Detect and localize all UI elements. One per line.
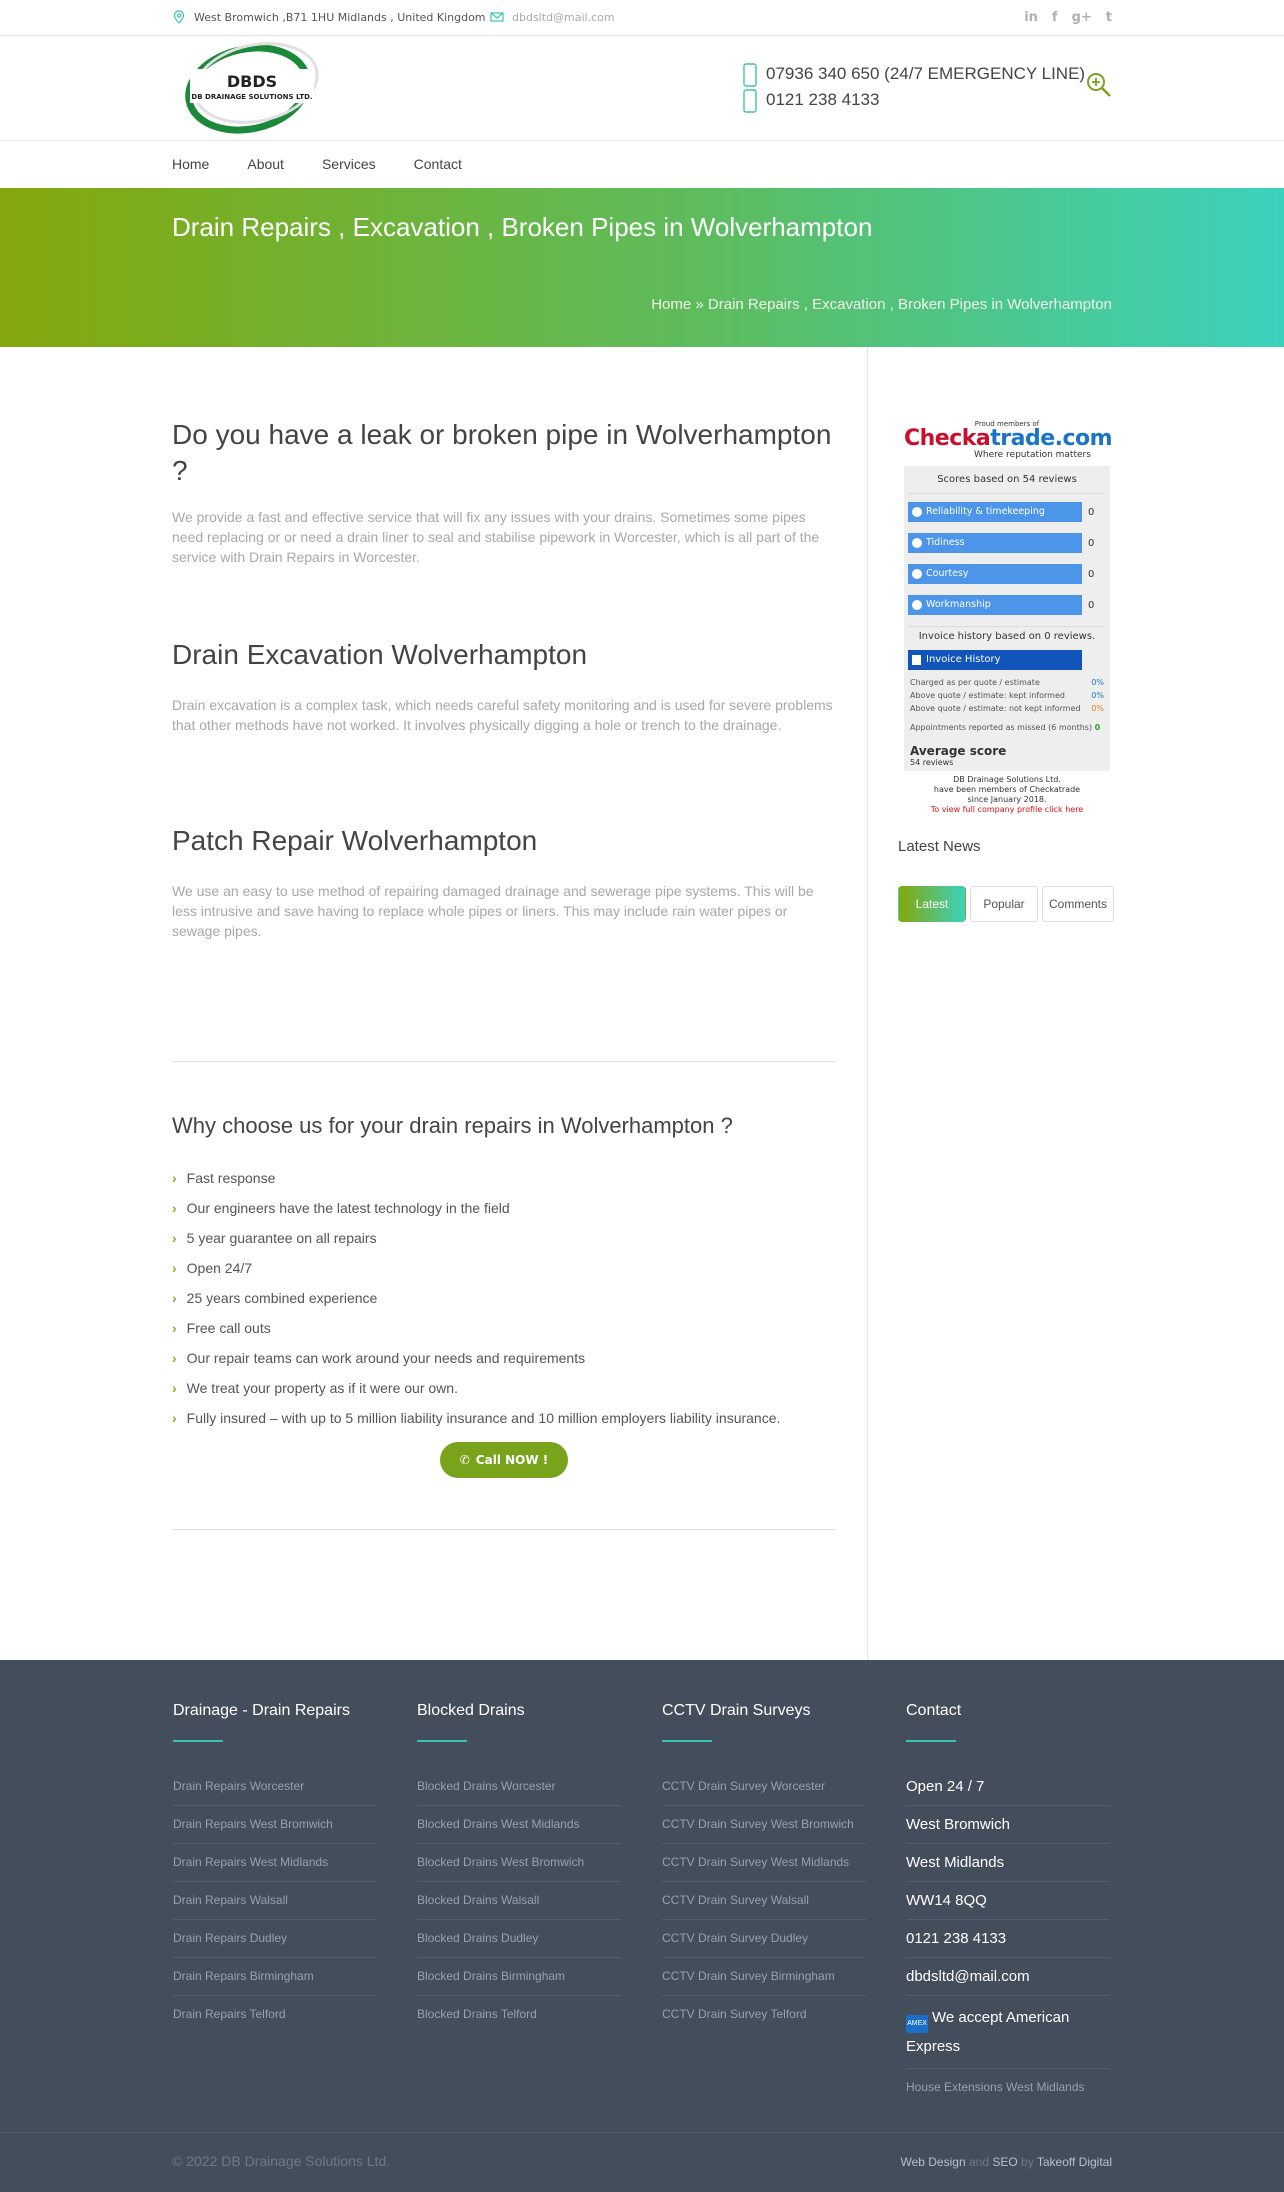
- stat-value: 0%: [1091, 691, 1104, 700]
- footer-link[interactable]: Blocked Drains West Midlands: [417, 1806, 621, 1844]
- top-bar: [0, 0, 1284, 36]
- facebook-icon[interactable]: f: [1051, 10, 1058, 25]
- footer-link[interactable]: Blocked Drains Walsall: [417, 1882, 621, 1920]
- footer-link[interactable]: Drain Repairs Walsall: [173, 1882, 377, 1920]
- footer-link[interactable]: Drain Repairs West Bromwich: [173, 1806, 377, 1844]
- email-text[interactable]: dbdsltd@mail.com: [512, 11, 615, 24]
- invoice-history-label: Invoice History: [926, 654, 1001, 665]
- score-row: [908, 564, 1106, 584]
- credits: [900, 2155, 1112, 2169]
- score-bar: [908, 564, 1082, 584]
- list-item: [172, 1283, 780, 1313]
- contact-postcode: WW14 8QQ: [906, 1882, 1110, 1920]
- list-item: [172, 1163, 780, 1193]
- footer-link[interactable]: Drain Repairs Dudley: [173, 1920, 377, 1958]
- stat-label: Charged as per quote / estimate: [910, 678, 1040, 687]
- contact-town: West Bromwich: [906, 1806, 1110, 1844]
- invoice-history-bar: [908, 650, 1082, 670]
- footer-link[interactable]: CCTV Drain Survey West Midlands: [662, 1844, 866, 1882]
- tools-icon: [912, 600, 922, 610]
- list-item-text: 5 year guarantee on all repairs: [186, 1230, 377, 1246]
- amex-card-icon: AMEX: [906, 2015, 928, 2033]
- footer-link[interactable]: CCTV Drain Survey Worcester: [662, 1768, 866, 1806]
- checkatrade-tagline: Where reputation matters: [974, 450, 1091, 460]
- list-item: [172, 1223, 780, 1253]
- section-text-patch: We use an easy to use method of repairing damaged drainage and sewerage pipe systems. This will be less intrusive and save having to replace whole pipes or liners. This may include rain water pipes or sewage pipes.: [172, 883, 814, 939]
- score-label: Courtesy: [926, 568, 969, 579]
- news-tabs: [898, 886, 1114, 922]
- footer-link[interactable]: CCTV Drain Survey Walsall: [662, 1882, 866, 1920]
- section-heading-patch: Patch Repair Wolverhampton: [172, 825, 538, 856]
- footer-link[interactable]: CCTV Drain Survey Dudley: [662, 1920, 866, 1958]
- list-item-text: Open 24/7: [186, 1260, 253, 1276]
- chevron-right-icon: ›: [172, 1260, 177, 1276]
- scores-summary: Scores based on 54 reviews: [908, 470, 1106, 494]
- footer-column-drain-repairs: [173, 1702, 377, 2033]
- site-footer: [0, 1660, 1284, 2132]
- average-score-reviews: 54 reviews: [910, 758, 954, 767]
- section-heading-excavation: Drain Excavation Wolverhampton: [172, 639, 588, 670]
- why-choose-list: [172, 1163, 780, 1433]
- footer-bottom-bar: [0, 2132, 1284, 2192]
- divider: [172, 1061, 836, 1062]
- list-item-text: We treat your property as if it were our own.: [186, 1380, 458, 1396]
- score-value: 0: [1088, 568, 1095, 580]
- page-title: Drain Repairs , Excavation , Broken Pipes in Wolverhampton: [172, 212, 873, 242]
- google-plus-icon[interactable]: g+: [1071, 10, 1092, 25]
- chevron-right-icon: ›: [172, 1290, 177, 1306]
- footer-link[interactable]: Drain Repairs Birmingham: [173, 1958, 377, 1996]
- social-links: [1024, 10, 1112, 25]
- address-text: West Bromwich ,B71 1HU Midlands , United Kingdom: [194, 11, 486, 24]
- main-navigation: [0, 142, 1284, 188]
- chevron-right-icon: ›: [172, 1320, 177, 1336]
- section-text-excavation: Drain excavation is a complex task, which needs careful safety monitoring and is used for severe problems that other methods have not worked. It involves physically digging a hole or trench to the drainage.: [172, 697, 833, 733]
- missed-value: 0: [1094, 723, 1101, 732]
- list-item-text: Free call outs: [186, 1320, 271, 1336]
- average-score-label: Average score: [910, 744, 1007, 758]
- brush-icon: [912, 538, 922, 548]
- address: [172, 10, 486, 24]
- score-bar: [908, 533, 1082, 553]
- score-value: 0: [1088, 506, 1095, 518]
- member-text: have been members of Checkatrade: [933, 785, 1081, 794]
- footer-column-blocked-drains: [417, 1702, 621, 2033]
- credit-joiner: and: [968, 2155, 989, 2169]
- score-bar: [908, 595, 1082, 615]
- score-bar: [908, 502, 1082, 522]
- emergency-phone[interactable]: 07936 340 650 (24/7 EMERGENCY LINE): [766, 64, 1086, 83]
- divider: [172, 1529, 836, 1530]
- list-item-text: Our repair teams can work around your needs and requirements: [186, 1350, 586, 1366]
- score-row: [908, 533, 1106, 553]
- footer-link[interactable]: Drain Repairs Telford: [173, 2007, 286, 2021]
- invoice-summary: Invoice history based on 0 reviews.: [908, 626, 1106, 650]
- footer-link[interactable]: Blocked Drains West Bromwich: [417, 1844, 621, 1882]
- footer-link[interactable]: CCTV Drain Survey Telford: [662, 2007, 807, 2021]
- stat-value: 0%: [1091, 704, 1104, 713]
- missed-appointments: [908, 723, 1106, 732]
- checkatrade-logo-part: Checka: [904, 426, 991, 451]
- footer-link[interactable]: Drain Repairs West Midlands: [173, 1844, 377, 1882]
- score-row: [908, 595, 1106, 615]
- list-item: [172, 1253, 780, 1283]
- nav-services[interactable]: Services: [321, 156, 376, 172]
- chevron-right-icon: ›: [172, 1410, 177, 1426]
- footer-column-title: Drainage - Drain Repairs: [173, 1702, 350, 1719]
- why-choose-heading: Why choose us for your drain repairs in Wolverhampton ?: [172, 1113, 733, 1138]
- list-item: [172, 1193, 780, 1223]
- stat-label: Above quote / estimate: kept informed: [910, 691, 1065, 700]
- nav-contact[interactable]: Contact: [413, 156, 462, 172]
- invoice-stat: [908, 702, 1106, 715]
- site-header: [0, 37, 1284, 141]
- stat-label: Above quote / estimate: not kept informed: [910, 704, 1081, 713]
- svg-text:DB DRAINAGE SOLUTIONS LTD.: DB DRAINAGE SOLUTIONS LTD.: [191, 93, 313, 101]
- nav-home[interactable]: Home: [172, 156, 210, 172]
- footer-link[interactable]: Blocked Drains Worcester: [417, 1768, 621, 1806]
- credit-joiner: by: [1021, 2155, 1034, 2169]
- title-underline: [417, 1740, 467, 1742]
- chevron-right-icon: ›: [172, 1230, 177, 1246]
- checkatrade-logo[interactable]: [904, 426, 1113, 451]
- chevron-right-icon: ›: [172, 1200, 177, 1216]
- score-label: Workmanship: [926, 599, 991, 610]
- phone-numbers: [742, 61, 1085, 113]
- contact-phone[interactable]: 0121 238 4133: [906, 1920, 1110, 1958]
- member-text: since January 2018.: [967, 795, 1047, 804]
- footer-link[interactable]: Blocked Drains Birmingham: [417, 1958, 621, 1996]
- title-underline: [662, 1740, 712, 1742]
- list-item: [172, 1373, 780, 1403]
- section-heading-leak: Do you have a leak or broken pipe in Wolverhampton ?: [172, 419, 832, 486]
- footer-link[interactable]: CCTV Drain Survey West Bromwich: [662, 1806, 866, 1844]
- nav-about[interactable]: About: [247, 156, 284, 172]
- tab-latest[interactable]: Latest: [898, 886, 966, 922]
- checkatrade-scores-panel: [904, 466, 1110, 771]
- contact-region: West Midlands: [906, 1844, 1110, 1882]
- chevron-right-icon: ›: [172, 1380, 177, 1396]
- score-label: Tidiness: [926, 537, 965, 548]
- location-pin-icon: [172, 10, 186, 24]
- invoice-stat: [908, 676, 1106, 689]
- dbds-logo[interactable]: [172, 39, 332, 139]
- document-icon: [912, 655, 921, 665]
- latest-news-heading: Latest News: [898, 838, 981, 855]
- chevron-right-icon: ›: [172, 1350, 177, 1366]
- missed-label: Appointments reported as missed (6 months): [910, 723, 1093, 732]
- call-now-label: Call NOW !: [475, 1453, 549, 1467]
- sidebar-divider: [867, 347, 868, 1660]
- footer-column-title: Blocked Drains: [417, 1702, 525, 1719]
- chevron-right-icon: ›: [172, 1170, 177, 1186]
- takeoff-digital-link[interactable]: Takeoff Digital: [1036, 2155, 1112, 2169]
- footer-link[interactable]: CCTV Drain Survey Birmingham: [662, 1958, 866, 1996]
- score-label: Reliability & timekeeping: [926, 506, 1045, 517]
- call-now-button[interactable]: [440, 1442, 568, 1478]
- contact-email[interactable]: dbdsltd@mail.com: [906, 1958, 1110, 1996]
- smiley-icon: [912, 569, 922, 579]
- footer-column-cctv: [662, 1702, 866, 2033]
- section-text-leak: We provide a fast and effective service that will fix any issues with your drains. Sometimes some pipes need replacing or or need a drain liner to seal and stabilise pipework in Worcester, which is all part of the service with Drain Repairs in Worcester.: [172, 509, 820, 565]
- search-zoom-icon[interactable]: [1085, 71, 1113, 99]
- profile-link[interactable]: To view full company profile click here: [930, 805, 1084, 814]
- footer-column-title: Contact: [906, 1702, 962, 1719]
- web-design-link[interactable]: Web Design: [900, 2155, 966, 2169]
- breadcrumb[interactable]: Home » Drain Repairs , Excavation , Broken Pipes in Wolverhampton: [651, 296, 1112, 313]
- member-text: DB Drainage Solutions Ltd.: [953, 775, 1061, 784]
- checkatrade-proud: Proud members of: [974, 420, 1040, 428]
- list-item-text: 25 years combined experience: [186, 1290, 378, 1306]
- house-extensions-link[interactable]: House Extensions West Midlands: [906, 2080, 1085, 2094]
- twitter-icon[interactable]: t: [1105, 10, 1112, 25]
- footer-link[interactable]: Drain Repairs Worcester: [173, 1768, 377, 1806]
- landline-phone[interactable]: 0121 238 4133: [766, 90, 880, 109]
- list-item-text: Fully insured – with up to 5 million liability insurance and 10 million employers liability insurance.: [186, 1410, 781, 1426]
- mobile-phone-icon: [742, 63, 758, 113]
- list-item-text: Our engineers have the latest technology in the field: [186, 1200, 510, 1216]
- phone-icon: ✆: [459, 1453, 470, 1467]
- tab-popular[interactable]: Popular: [970, 886, 1038, 922]
- amex-text: We accept American Express: [906, 2009, 1070, 2055]
- score-row: [908, 502, 1106, 522]
- footer-column-contact: [906, 1702, 1110, 2106]
- linkedin-icon[interactable]: in: [1024, 10, 1038, 25]
- page-banner: [0, 188, 1284, 347]
- copyright: © 2022 DB Drainage Solutions Ltd.: [172, 2153, 391, 2169]
- invoice-stat: [908, 689, 1106, 702]
- title-underline: [906, 1740, 956, 1742]
- clock-icon: [912, 507, 922, 517]
- amex-notice: [906, 1996, 1110, 2069]
- contact-hours: Open 24 / 7: [906, 1768, 1110, 1806]
- score-value: 0: [1088, 537, 1095, 549]
- footer-link[interactable]: Blocked Drains Dudley: [417, 1920, 621, 1958]
- list-item-text: Fast response: [186, 1170, 276, 1186]
- list-item: [172, 1313, 780, 1343]
- email[interactable]: [490, 10, 615, 24]
- footer-link[interactable]: Blocked Drains Telford: [417, 2007, 537, 2021]
- envelope-icon: [490, 10, 504, 24]
- checkatrade-widget[interactable]: [904, 420, 1113, 815]
- footer-column-title: CCTV Drain Surveys: [662, 1702, 811, 1719]
- title-underline: [173, 1740, 223, 1742]
- seo-link[interactable]: SEO: [992, 2155, 1018, 2169]
- score-value: 0: [1088, 599, 1095, 611]
- svg-text:DBDS: DBDS: [226, 72, 278, 91]
- tab-comments[interactable]: Comments: [1042, 886, 1114, 922]
- list-item: [172, 1343, 780, 1373]
- list-item: [172, 1403, 780, 1433]
- checkatrade-logo-part: trade.com: [990, 426, 1113, 451]
- stat-value: 0%: [1091, 678, 1104, 687]
